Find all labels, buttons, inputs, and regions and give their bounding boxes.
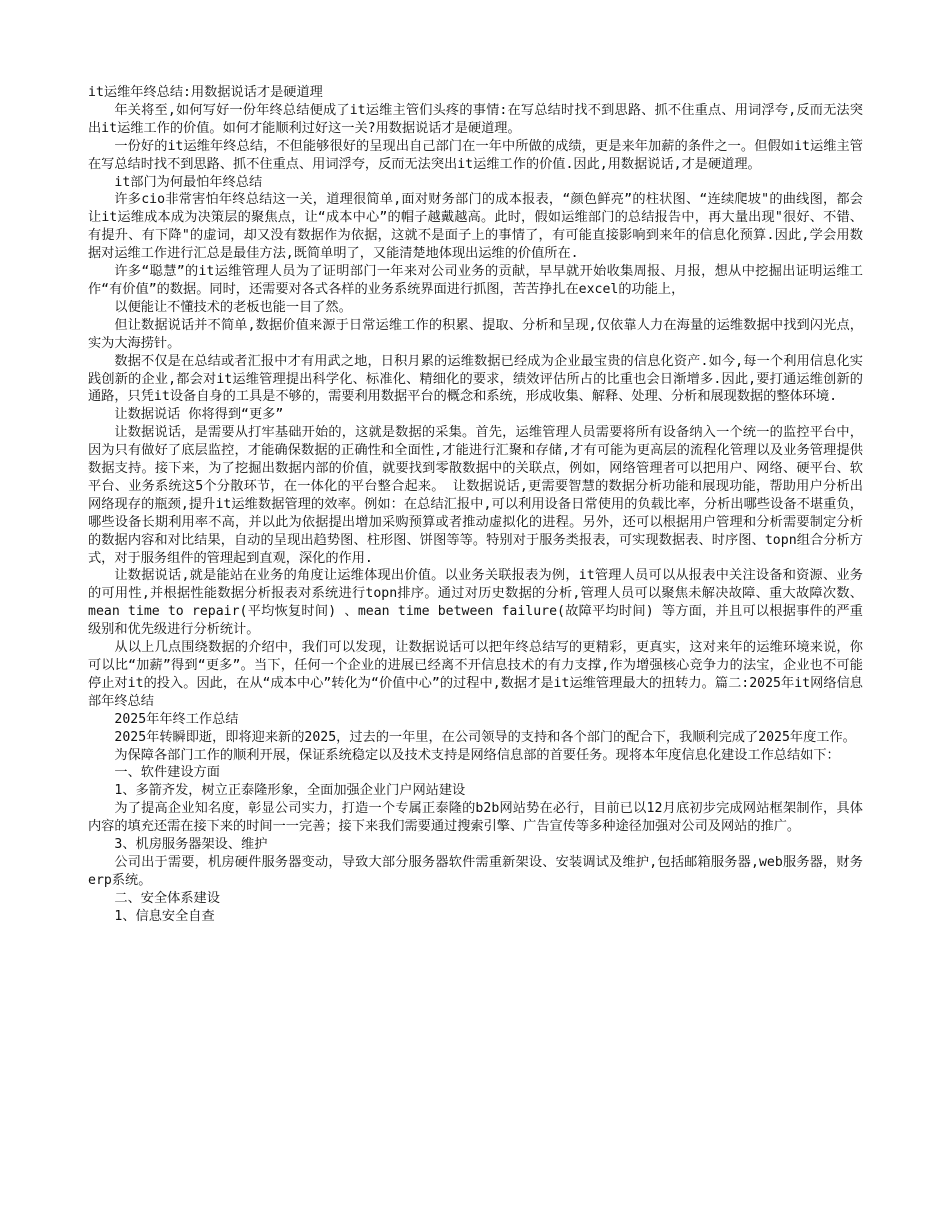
paragraph: 为了提高企业知名度，彰显公司实力，打造一个专属正泰隆的b2b网站势在必行，目前已以12月底初步完成网站框架制作，具体内容的填充还需在接下来的时间一一完善；接下来我们需要通过搜索引擎、广告宣传等多种途径加强对公司及网站的推广。 bbox=[88, 801, 863, 835]
document-body bbox=[88, 84, 863, 926]
paragraph: 让数据说话,就是能站在业务的角度让运维体现出价值。以业务关联报表为例，it管理人员可以从报表中关注设备和资源、业务的可用性,并根据性能数据分析报表对系统进行topn排序。通过对历史数据的分析,管理人员可以聚焦未解决故障、重大故障次数、mean time to repair(平均恢复时间) 、mean time between failure(故障平均时间) 等方面，并且可以根据事件的严重级别和优先级进行分析统计。 bbox=[88, 568, 863, 638]
paragraph: 许多“聪慧”的it运维管理人员为了证明部门一年来对公司业务的贡献，早早就开始收集周报、月报，想从中挖掘出证明运维工作“有价值”的数据。同时，还需要对各式各样的业务系统界面进行抓图，苦苦挣扎在excel的功能上， bbox=[88, 264, 863, 297]
paragraph: 许多cio非常害怕年终总结这一关，道理很简单,面对财务部门的成本报表，“颜色鲜亮”的柱状图、“连续爬坡"的曲线图，都会让it运维成本成为决策层的聚焦点，让“成本中心”的帽子越戴越高。此时，假如运维部门的总结报告中，再大量出现"很好、不错、有提升、有下降"的虚词，却又没有数据作为依据，这就不是面子上的事情了，有可能直接影响到来年的信息化预算.因此,学会用数据对运维工作进行汇总是最佳方法,既简单明了，又能清楚地体现出运维的价值所在. bbox=[88, 192, 863, 262]
paragraph: 公司出于需要，机房硬件服务器变动，导致大部分服务器软件需重新架设、安装调试及维护,包括邮箱服务器,web服务器，财务erp系统。 bbox=[88, 854, 863, 888]
subsection-heading: 1、信息安全自查 bbox=[114, 908, 215, 924]
document-title: it运维年终总结:用数据说话才是硬道理 bbox=[88, 85, 323, 100]
paragraph: 年关将至,如何写好一份年终总结便成了it运维主管们头疼的事情:在写总结时找不到思路、抓不住重点、用词浮夸,反而无法突出it运维工作的价值。如何才能顺利过好这一关?用数据说话才是硬道理。 bbox=[88, 102, 863, 136]
paragraph: 从以上几点围绕数据的介绍中，我们可以发现，让数据说话可以把年终总结写的更精彩，更真实，这对来年的运维环境来说，你可以比“加薪”得到“更多”。当下，任何一个企业的进展已经离不开信息技术的有力支撑,作为增强核心竞争力的法宝，企业也不可能停止对it的投入。因此，在从“成本中心”转化为“价值中心”的过程中,数据才是it运维管理最大的扭转力。篇二:2025年it网络信息部年终总结 bbox=[88, 640, 863, 709]
paragraph: 以便能让不懂技术的老板也能一目了然。 bbox=[114, 299, 352, 315]
section-heading: it部门为何最怕年终总结 bbox=[114, 174, 263, 190]
subsection-heading: 1、多箭齐发，树立正泰隆形象，全面加强企业门户网站建设 bbox=[114, 783, 466, 799]
paragraph: 为保障各部门工作的顺利开展，保证系统稳定以及技术支持是网络信息部的首要任务。现将本年度信息化建设工作总结如下： bbox=[114, 747, 840, 763]
subsection-heading: 3、机房服务器架设、维护 bbox=[114, 837, 268, 853]
paragraph: 数据不仅是在总结或者汇报中才有用武之地，日积月累的运维数据已经成为企业最宝贵的信息化资产.如今,每一个利用信息化实践创新的企业,都会对it运维管理提出科学化、标准化、精细化的要求，绩效评估所占的比重也会日渐增多.因此,要打通运维创新的通路，只凭it设备自身的工具是不够的，需要利用数据平台的概念和系统，形成收集、解释、处理、分析和展现数据的整体环境. bbox=[88, 353, 863, 405]
section-heading: 2025年年终工作总结 bbox=[114, 711, 239, 727]
paragraph: 2025年转瞬即逝，即将迎来新的2025，过去的一年里，在公司领导的支持和各个部门的配合下，我顺利完成了2025年度工作。 bbox=[114, 729, 856, 745]
paragraph: 但让数据说话并不简单,数据价值来源于日常运维工作的积累、提取、分析和呈现,仅依靠人力在海量的运维数据中找到闪光点，实为大海捞针。 bbox=[88, 317, 863, 351]
section-heading: 二、安全体系建设 bbox=[114, 890, 220, 906]
section-heading: 一、软件建设方面 bbox=[114, 765, 220, 781]
paragraph: 一份好的it运维年终总结，不但能够很好的呈现出自己部门在一年中所做的成绩，更是来年加薪的条件之一。但假如it运维主管在写总结时找不到思路、抓不住重点、用词浮夸，反而无法突出it运维工作的价值.因此,用数据说话,才是硬道理。 bbox=[88, 138, 863, 172]
paragraph: 让数据说话，是需要从打牢基础开始的，这就是数据的采集。首先，运维管理人员需要将所有设备纳入一个统一的监控平台中，因为只有做好了底层监控，才能确保数据的正确性和全面性,才能进行汇聚和存储,才有可能为更高层的流程化管理以及业务管理提供数据支持。接下来，为了挖掘出数据内部的价值，就要找到零散数据中的关联点，例如，网络管理者可以把用户、网络、硬平台、软平台、业务系统这5个分散环节，在一体化的平台整合起来。 让数据说话,更需要智慧的数据分析功能和展现功能，帮助用户分析出网络现存的瓶颈,提升it运维数据管理的效率。例如：在总结汇报中,可以利用设备日常使用的负载比率，分析出哪些设备不堪重负，哪些设备长期利用率不高，并以此为依据提出增加采购预算或者推动虚拟化的进程。另外，还可以根据用户管理和分析需要制定分析的数据内容和对比结果，自动的呈现出趋势图、柱形图、饼图等等。特别对于服务类报表，可实现数据表、时序图、topn组合分析方式，对于服务组件的管理起到直观，深化的作用. bbox=[88, 425, 863, 566]
section-heading: 让数据说话 你将得到“更多” bbox=[114, 407, 284, 423]
